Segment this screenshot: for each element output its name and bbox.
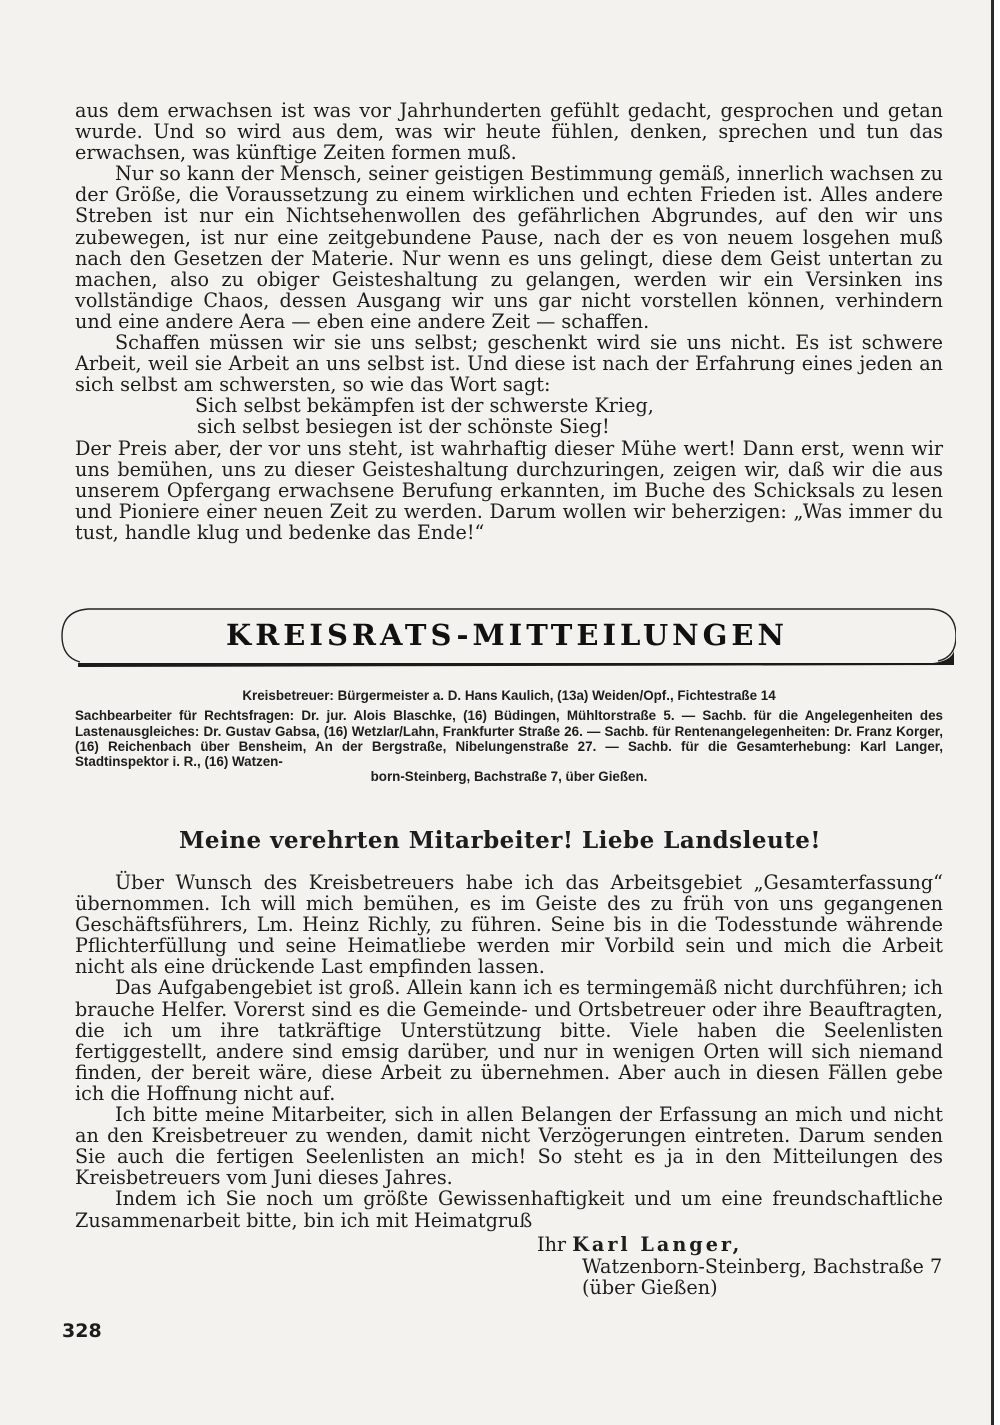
sachbearbeiter-text: Sachbearbeiter für Rechtsfragen: Dr. jur. Alois Blaschke, (16) Büdingen, Mühltorstraße 5. — Sachb. für die Angelegenheiten des Lastenausgleiches: Dr. Gustav Gabsa, (16) Wetzlar/Lahn, Frankfurter Straße 26. — Sachb. für Rentenangelegenheiten: Dr. Franz Korger, (16) Reichenbach über Bensheim, An der Bergstraße, Nibelungenstraße 27. — Sachb. für die Gesamterhebung: Karl Langer, Stadtinspektor i. R., (16) Watzen- [75, 708, 943, 770]
paragraph: Schaffen müssen wir sie uns selbst; geschenkt wird sie uns nicht. Es ist schwere Arbeit, weil sie Arbeit an uns selbst ist. Und diese ist nach der Erfahrung eines jeden an sich selbst am schwersten, so wie das Wort sagt: [75, 331, 943, 397]
letter-body [75, 872, 943, 1231]
signature-name: Karl Langer, [572, 1233, 743, 1256]
paragraph: aus dem erwachsen ist was vor Jahrhunderten gefühlt gedacht, gesprochen und getan wurde. Und so wird aus dem, was wir heute fühlen, denken, sprechen und tun das erwachsen, was künftige Zeiten formen muß. [75, 99, 943, 165]
verse-line: Sich selbst bekämpfen ist der schwerste Krieg, [195, 394, 654, 418]
contact-block [75, 688, 943, 785]
section-banner [58, 605, 956, 667]
page-margin [994, 0, 1000, 1425]
letter-heading: Meine verehrten Mitarbeiter! Liebe Landsleute! [178, 827, 822, 854]
signature-note: (über Gießen) [582, 1276, 718, 1299]
paragraph: Das Aufgabengebiet ist groß. Allein kann ich es termingemäß nicht durchführen; ich brauche Helfer. Vorerst sind es die Gemeinde- und Ortsbetreuer oder ihre Beauftragten, die ich um ihre tatkräftige Unterstützung bitte. Viele haben die Seelenlisten fertiggestellt, andere sind emsig darüber, und nur in wenigen Orten will sich niemand finden, der bereit wäre, diese Arbeit zu übernehmen. Aber auch in diesen Fällen gebe ich die Hoffnung nicht auf. [75, 976, 943, 1105]
paragraph: Über Wunsch des Kreisbetreuers habe ich das Arbeitsgebiet „Gesamterfassung“ übernommen. Ich will mich bemühen, es im Geiste des zu früh von uns gegangenen Geschäftsführers, Lm. Heinz Richly, zu führen. Seine bis in die Todesstunde währende Pflichterfüllung und seine Heimatliebe werden mir Vorbild sein und mich die Arbeit nicht als eine drückende Last empfinden lassen. [75, 871, 943, 979]
page-edge-line [991, 0, 994, 1425]
paragraph: Ich bitte meine Mitarbeiter, sich in allen Belangen der Erfassung an mich und nicht an den Kreisbetreuer zu wenden, damit nicht Verzögerungen eintreten. Darum senden Sie auch die fertigen Seelenlisten an mich! So steht es ja in den Mitteilungen des Kreisbetreuers vom Juni dieses Jahres. [75, 1103, 943, 1190]
paragraph: Indem ich Sie noch um größte Gewissenhaftigkeit und um eine freundschaftliche Zusammenarbeit bitte, bin ich mit Heimatgruß [75, 1187, 943, 1232]
paragraph: Der Preis aber, der vor uns steht, ist wahrhaftig dieser Mühe wert! Dann erst, wenn wir uns bemühen, uns zu dieser Geisteshaltung durchzuringen, zeigen wir, daß wir die aus unserem Opfergang erwachsene Berufung erkannten, im Buche des Schicksals zu lesen und Pioniere einer neuen Zeit zu werden. Darum wollen wir beherzigen: „Was immer du tust, handle klug und bedenke das Ende!“ [75, 436, 943, 544]
banner-title: KREISRATS-MITTEILUNGEN [226, 618, 788, 652]
page-number: 328 [62, 1320, 102, 1342]
signature-prefix: Ihr [537, 1233, 567, 1256]
paragraph: Nur so kann der Mensch, seiner geistigen Bestimmung gemäß, innerlich wachsen zu der Größe, die Voraussetzung zu einem wirklichen und echten Frieden ist. Alles andere Streben ist nur ein Nichtsehenwollen des gefährlichen Abgrundes, auf den wir uns zubewegen, ist nur eine zeitgebundene Pause, nach der es von neuem losgehen muß nach den Gesetzen der Materie. Nur wenn es uns gelingt, diese dem Geist untertan zu machen, also zu obiger Geisteshaltung zu gelangen, werden wir ein Versinken ins vollständige Chaos, dessen Ausgang wir uns gar nicht vorstellen können, verhindern und eine andere Aera — eben eine andere Zeit — schaffen. [75, 162, 943, 333]
verse-line: sich selbst besiegen ist der schönste Sieg! [197, 415, 610, 439]
kreisbetreuer-line: Kreisbetreuer: Bürgermeister a. D. Hans Kaulich, (13a) Weiden/Opf., Fichtestraße 14 [242, 688, 776, 703]
sachbearbeiter-text-end: born-Steinberg, Bachstraße 7, über Gießen. [370, 769, 648, 785]
article-continuation [75, 100, 943, 543]
signature-address: Watzenborn-Steinberg, Bachstraße 7 [582, 1254, 943, 1278]
signature-name-line [537, 1234, 957, 1256]
signature-block [537, 1234, 957, 1299]
